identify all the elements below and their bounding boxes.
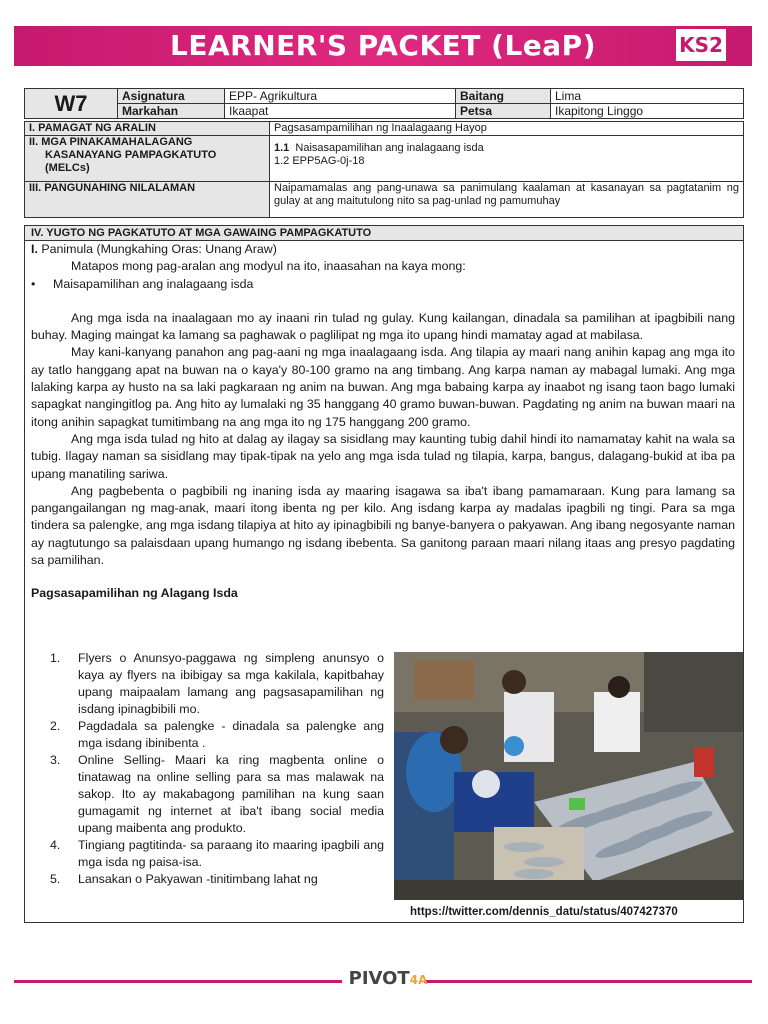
melc-number: 1.1 [274,142,290,154]
selling-methods-list [50,650,384,888]
asignatura-value: EPP- Agrikultura [225,89,456,104]
paragraph-4: Ang pagbebenta o pagbibili ng inaning isda ay maaring isagawa sa iba't ibang pamamaraan. Kung para lamang sa pangangailangan ng mag-anak, maari itong ibenta ng per kilo. Ang isdang karpa ay madalas ipagbili ng tingi. Para sa mga tindera sa palengke, ang mga isdang tilapiya at hito ay ipinagbibili ng banye-banyera o pakyawan. Ang ibang negosyante naman ay nagtutungo sa palaisdaan upang humango ng isdang ibebenta. Sa ganitong paraan maari nilang itaas ang presyo pagdating sa pamilihan. [31,483,736,568]
lesson-content [25,241,743,603]
petsa-value: Ikapitong Linggo [551,104,744,119]
pivot-logo-text: PIVOT [348,968,410,989]
melc-label-line2: KASANAYANG PAMPAGKATUTO [45,149,217,161]
fish-market-photo [394,652,743,900]
paragraph-2: May kani-kanyang panahon ang pag-aani ng mga inaalagaang isda. Ang tilapia ay maari nang anihin kapag ang mga ito ay tatlo hanggang apat na buwan na o kaya'y 80-100 gramo na ang timbang. Ang karpa naman ay mabagal lumaki. Ang mga lalaking karpa ay husto na sa laki pagkaraan ng anim na buwan. Ang mga babaing karpa ay inaabot ng isang taon bago lumaki sapagkat nangingitlog pa. Ang hito ay lumalaki ng 35 hanggang 40 gramo buwan-buwan. Pagdating ng anim na buwan maari na itong anihin sapagkat tumitimbang na ang mga ito ng 175 hanggang 200 gramo. [31,345,735,429]
photo-credit: https://twitter.com/dennis_datu/status/407427370 [410,906,678,918]
list-item: 5. Lansakan o Pakyawan -tinitimbang lahat ng [50,872,318,886]
paragraph-3: Ang mga isda tulad ng hito at dalag ay ilagay sa sisidlang may kaunting tubig dahil hindi ito namamatay kahit na wala sa tubig. Ilagay naman sa sisidlang may tipak-tipak na yelo ang mga isda tulad ng tilapia, karpa, bangus, dalagang-bukid at iba pa upang manatiling sariwa. [31,431,735,481]
panimula-heading: Panimula (Mungkahing Oras: Unang Araw) [41,242,277,256]
intro-text: Matapos mong pag-aralan ang modyul na ito, inaasahan na kaya mong: [71,259,466,274]
bullet-icon: • [31,276,36,291]
footer-rule-left [14,980,342,983]
melc-label-line1: II. MGA PINAKAMAHALAGANG [29,136,193,148]
lesson-table [24,121,744,218]
baitang-value: Lima [551,89,744,104]
list-item: 2. Pagdadala sa palengke - dinadala sa palengke ang mga isdang ibinibenta . [50,719,384,750]
objective-text: Maisapamilihan ang inalagaang isda [53,276,254,291]
pivot-logo-accent: 4A [409,973,428,987]
footer-rule-right [424,980,752,983]
list-item: 4. Tingiang pagtitinda- sa paraang ito maaring ipagbili ang mga isda ng paisa-isa. [50,838,384,869]
packet-title: LEARNER'S PACKET (LeaP) [170,29,596,62]
petsa-label: Petsa [456,104,551,119]
header-banner [14,26,752,66]
melc-text: Naisasapamilihan ang inalagaang isda [295,142,484,154]
list-item: 3. Online Selling- Maari ka ring magbenta online o tinatawag na online selling para sa mas malawak na sakop. Ito ay makabagong pamilihan na kung saan gumagamit ng internet at iba't ibang social media upang maibenta ang produkto. [50,753,384,835]
melc-value [270,136,744,182]
panimula-number: I. [31,242,38,256]
nilalaman-label: III. PANGUNAHING NILALAMAN [25,182,270,218]
ks2-badge: KS2 [676,29,726,61]
nilalaman-value: Naipamamalas ang pang-unawa sa panimulang kaalaman at kasanayan sa pagtatanim ng gulay at ang maitutulong nito sa pag-unlad ng pamumuhay [270,182,744,218]
list-item: 1. Flyers o Anunsyo-paggawa ng simpleng anunsyo o kaya ay flyers na ibibigay sa mga kakilala, kapitbahay upang maipaalam lamang ang pagsasapamilihan ng isdang ipinagbibili mo. [50,651,384,716]
paragraph-1: Ang mga isda na inaalagaan mo ay inaani rin tulad ng gulay. Kung kailangan, dinadala sa pamilihan at ipagbibili nang buhay. Maging maingat ka lamang sa paghawak o paglilipat ng mga ito upang hindi mamatay agad at mabilasa. [31,310,735,343]
melc-code: 1.2 EPP5AG-0j-18 [274,155,365,167]
pamagat-value: Pagsasampamilihan ng Inaalagaang Hayop [270,122,744,136]
markahan-label: Markahan [118,104,225,119]
melc-label-line3: (MELCs) [45,162,90,174]
objective-item [31,276,735,293]
baitang-label: Baitang [456,89,551,104]
meta-table [24,88,744,119]
yugto-header: IV. YUGTO NG PAGKATUTO AT MGA GAWAING PAMPAGKATUTO [25,226,743,241]
week-label: W7 [25,89,118,119]
asignatura-label: Asignatura [118,89,225,104]
melc-label [25,136,270,182]
markahan-value: Ikaapat [225,104,456,119]
section-heading: Pagsasapamilihan ng Alagang Isda [31,586,238,601]
pamagat-label: I. PAMAGAT NG ARALIN [25,122,270,136]
pivot-logo [348,968,428,989]
